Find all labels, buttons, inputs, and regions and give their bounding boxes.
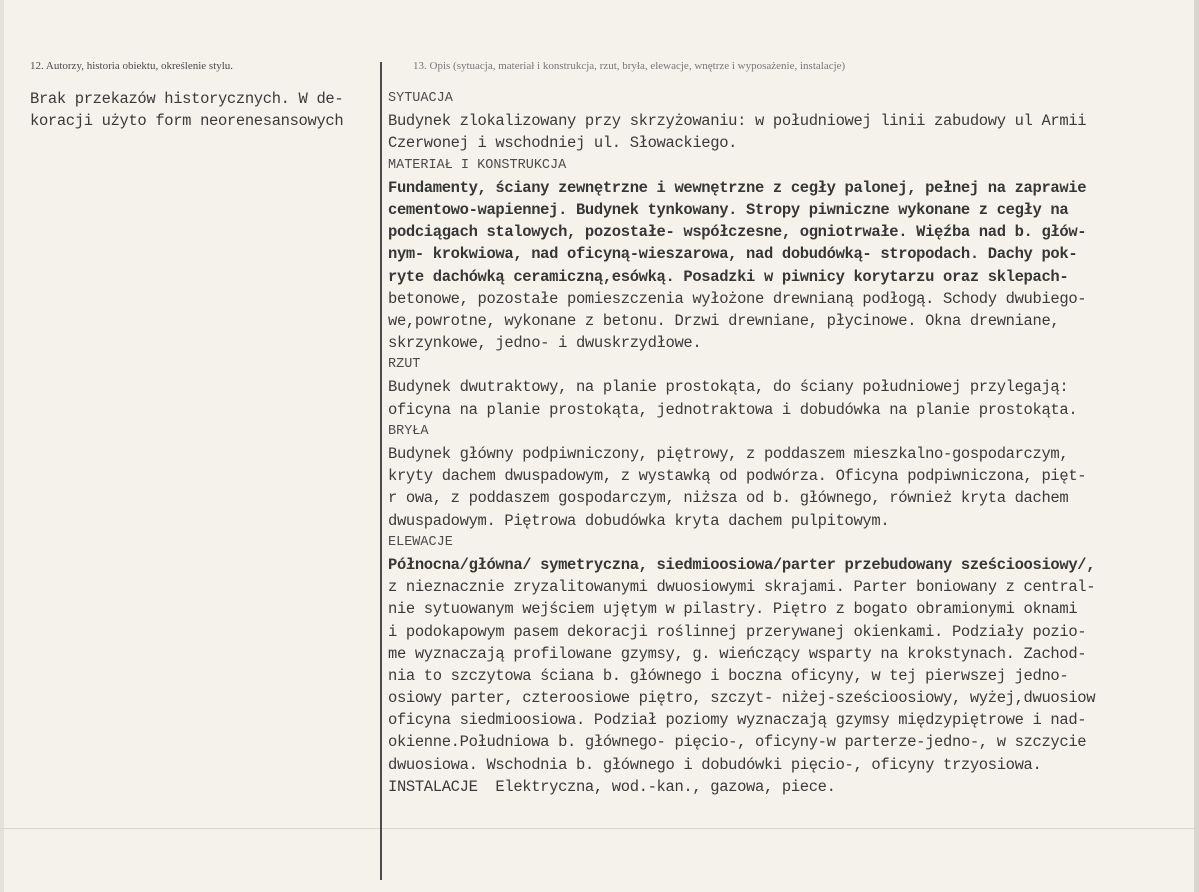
section-heading: MATERIAŁ I KONSTRUKCJA (388, 157, 567, 173)
description-line: INSTALACJE Elektryczna, wod.-kan., gazowa, piece. (388, 777, 836, 796)
section-heading: RZUT (388, 357, 421, 373)
description-line: dwuspadowym. Piętrowa dobudówka kryta dachem pulpitowym. (388, 511, 890, 530)
description-line: Budynek zlokalizowany przy skrzyżowaniu: w południowej linii zabudowy ul Armii (388, 112, 1087, 131)
description-line: Fundamenty, ściany zewnętrzne i wewnętrzne z cegły palonej, pełnej na zaprawie (388, 178, 1087, 197)
description-line: dwuosiowa. Wschodnia b. głównego i dobudówki pięcio-, oficyny trzyosiowa. (388, 755, 1042, 774)
left-column-header: 12. Autorzy, historia obiektu, określenie stylu. (30, 60, 234, 72)
description-line: ryte dachówką ceramiczną,esówką. Posadzki w piwnicy korytarzu oraz sklepach- (388, 267, 1069, 286)
right-column-header: 13. Opis (sytuacja, materiał i konstrukcja, rzut, bryła, elewacje, wnętrze i wyposażenie, instalacje) (413, 60, 846, 72)
description-line: skrzynkowe, jedno- i dwuskrzydłowe. (388, 334, 702, 353)
section-heading: SYTUACJA (388, 91, 453, 106)
description-line: podciągach stalowych, pozostałe- współczesne, ogniotrwałe. Więźba nad b. głów- (388, 223, 1087, 242)
description-line: oficyna siedmioosiowa. Podział poziomy wyznaczają gzymsy międzypiętrowe i nad- (388, 711, 1087, 730)
description-line: osiowy parter, czteroosiowe piętro, szczyt- niżej-sześcioosiowy, wyżej,dwuosiow (388, 689, 1096, 708)
description-line: nia to szczytowa ściana b. głównego i boczna oficyny, w tej pierwszej jedno- (388, 666, 1069, 685)
description-line: Czerwonej i wschodniej ul. Słowackiego. (388, 134, 738, 153)
history-line: koracji użyto form neorenesansowych (30, 112, 344, 131)
description-line: r owa, z poddaszem gospodarczym, niższa od b. głównego, również kryta dachem (388, 489, 1069, 508)
description-line: betonowe, pozostałe pomieszczenia wyłożone drewnianą podłogą. Schody dwubiego- (388, 289, 1087, 308)
description-text-block (388, 88, 1188, 798)
description-line: okienne.Południowa b. głównego- pięcio-, oficyny-w parterze-jedno-, w szczycie (388, 733, 1087, 752)
paper-fold-line (0, 828, 1199, 829)
description-line: oficyna na planie prostokąta, jednotraktowa i dobudówka na planie prostokąta. (388, 400, 1078, 419)
description-line: Północna/główna/ symetryczna, siedmioosiowa/parter przebudowany sześcioosiowy/, (388, 555, 1096, 574)
section-heading: ELEWACJE (388, 534, 453, 550)
paper-edge-right (1194, 0, 1199, 892)
description-line: me wyznaczają profilowane gzymsy, g. wieńczący wsparty na krokstynach. Zachod- (388, 644, 1087, 663)
description-line: z nieznacznie zryzalitowanymi dwuosiowymi skrajami. Parter boniowany z central- (388, 578, 1096, 597)
description-line: kryty dachem dwuspadowym, z wystawką od podwórza. Oficyna podpiwniczona, pięt- (388, 467, 1087, 486)
description-line: nie sytuowanym wejściem ujętym w pilastry. Piętro z bogato obramionymi oknami (388, 600, 1078, 619)
description-line: nym- krokwiowa, nad oficyną-wieszarowa, nad dobudówką- stropodach. Dachy pok- (388, 245, 1078, 264)
description-line: i podokapowym pasem dekoracji roślinnej przerywanej okienkami. Podziały pozio- (388, 622, 1087, 641)
description-line: cementowo-wapiennej. Budynek tynkowany. Stropy piwniczne wykonane z cegły na (388, 200, 1069, 219)
column-divider (380, 62, 382, 880)
paper-edge-left (0, 0, 4, 892)
history-text-block (30, 88, 380, 132)
section-heading: BRYŁA (388, 423, 429, 439)
description-line: Budynek główny podpiwniczony, piętrowy, z poddaszem mieszkalno-gospodarczym, (388, 445, 1069, 463)
history-line: Brak przekazów historycznych. W de- (30, 90, 344, 108)
description-line: we,powrotne, wykonane z betonu. Drzwi drewniane, płycinowe. Okna drewniane, (388, 311, 1060, 330)
description-line: Budynek dwutraktowy, na planie prostokąta, do ściany południowej przylegają: (388, 378, 1069, 397)
